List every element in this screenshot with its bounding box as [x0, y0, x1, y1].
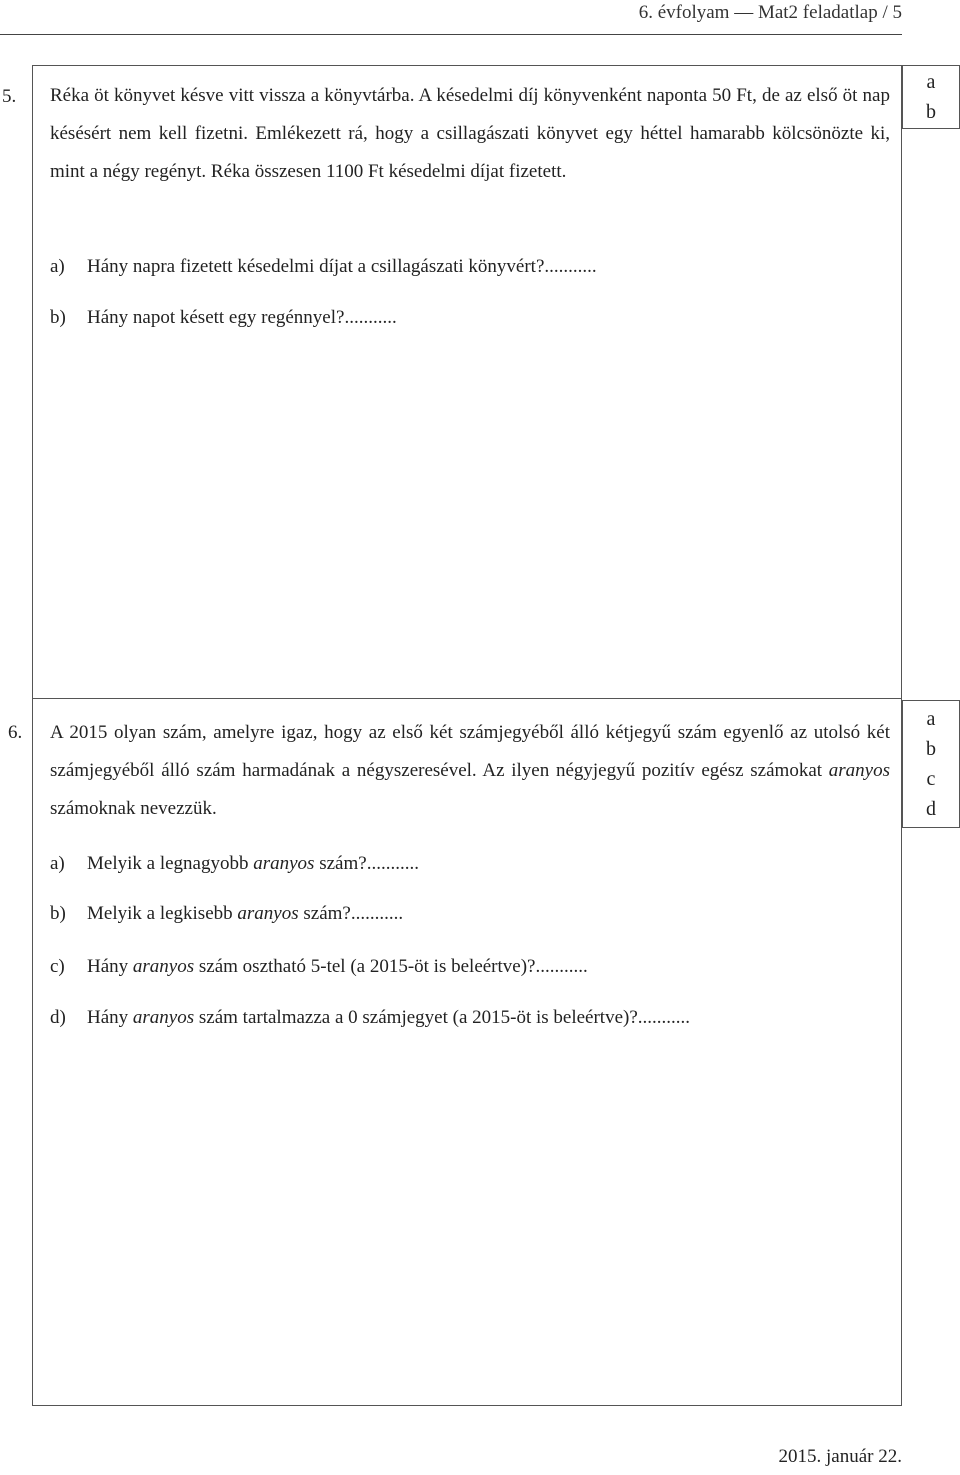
problem-6-question-b: b) Melyik a legkisebb aranyos szám?........... [50, 903, 404, 924]
question-label: a) [50, 853, 65, 874]
answer-dots[interactable]: ........... [535, 956, 588, 977]
header-rule [0, 34, 902, 35]
question-label: b) [50, 903, 66, 924]
question-text: Hány napot késett egy regénnyel? [87, 307, 345, 328]
problem-6-score-box [902, 700, 960, 828]
problem-5-text: Réka öt könyvet késve vitt vissza a könyvtárba. A késedelmi díj könyvenként naponta 50 Ft, de az első öt nap késésért nem kell fizetni. Emlékezett rá, hogy a csillagászati könyvet egy héttel hamarabb kölcsönözte ki, mint a négy regényt. Réka összesen 1100 Ft késedelmi díjat fizetett. [50, 85, 890, 182]
score-label-b: b [926, 738, 936, 760]
score-label-d: d [926, 798, 936, 820]
problem-5-question-b [50, 307, 397, 329]
question-label: d) [50, 1007, 66, 1028]
score-label-b: b [926, 101, 936, 123]
score-label-a: a [926, 71, 936, 93]
problem-6-number: 6. [8, 722, 23, 743]
problem-6-question-a: a) Melyik a legnagyobb aranyos szám?........... [50, 853, 419, 874]
question-label: c) [50, 956, 65, 977]
question-label: b) [50, 307, 66, 328]
aranyos-term: aranyos [828, 760, 890, 781]
page-header: 6. évfolyam — Mat2 feladatlap / 5 [638, 2, 902, 23]
score-label-a: a [926, 708, 936, 730]
footer-date: 2015. január 22. [778, 1446, 902, 1467]
problem-5-question-a [50, 256, 597, 278]
answer-dots[interactable]: ........... [344, 307, 397, 328]
answer-dots[interactable]: ........... [366, 853, 419, 874]
problem-6-text: A 2015 olyan szám, amelyre igaz, hogy az első két számjegyéből álló kétjegyű szám egyenlő az utolsó két számjegyéből álló szám harmadának a négyszeresével. Az ilyen négyjegyű pozitív egész számokat aranyos számoknak nevezzük. [50, 722, 890, 819]
score-label-c: c [926, 768, 936, 790]
problem-5-number: 5. [2, 86, 17, 107]
answer-dots[interactable]: ........... [544, 256, 597, 277]
question-text: Hány napra fizetett késedelmi díjat a csillagászati könyvért? [87, 256, 545, 277]
question-label: a) [50, 256, 65, 277]
problem-5-score-box [902, 65, 960, 129]
answer-dots[interactable]: ........... [350, 903, 404, 924]
answer-dots[interactable]: ........... [637, 1007, 691, 1028]
problem-6-question-c: c) Hány aranyos szám osztható 5-tel (a 2015-öt is beleértve)?........... [50, 956, 588, 977]
problem-6-question-d: d) Hány aranyos szám tartalmazza a 0 számjegyet (a 2015-öt is beleértve)?........... [50, 1007, 691, 1028]
